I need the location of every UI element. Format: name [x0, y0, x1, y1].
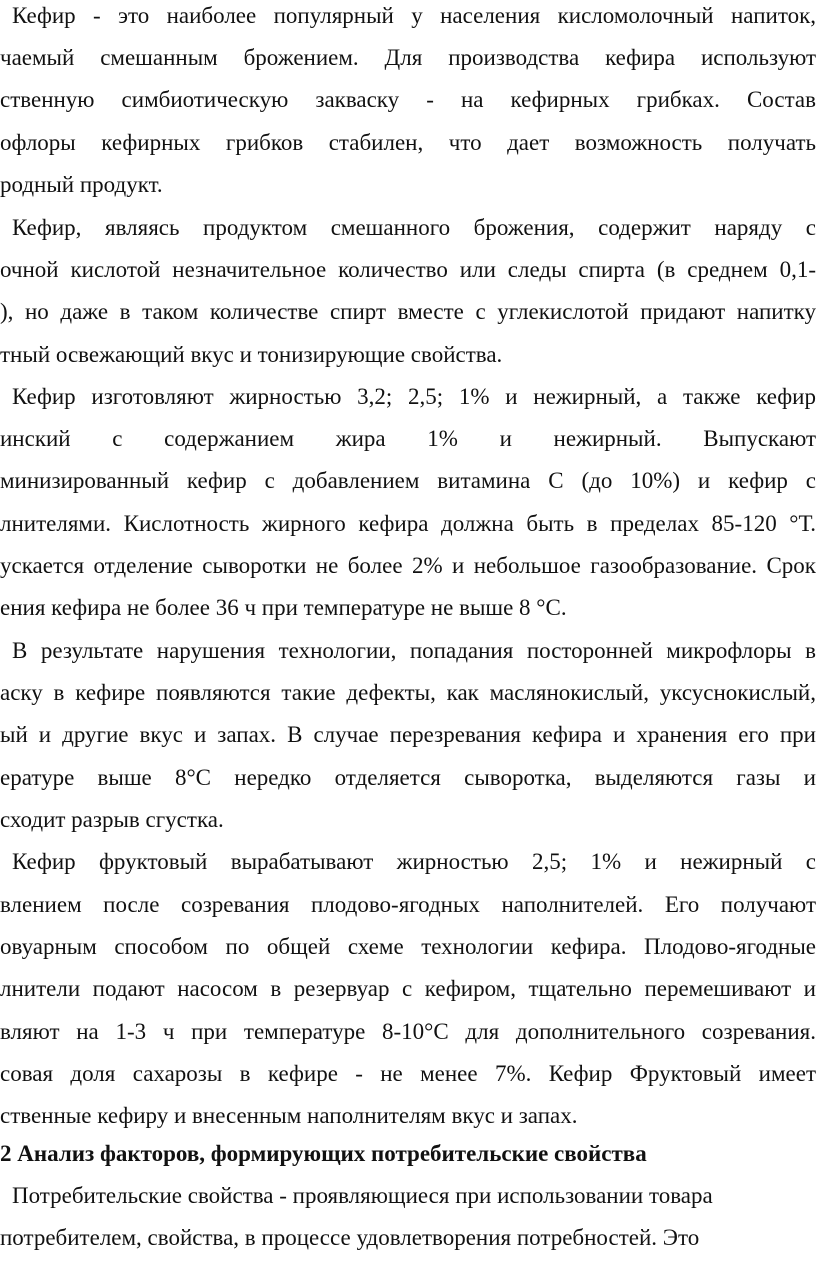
- text-line: минизированный кефир с добавлением витамина С (до 10%) и кефир с: [0, 468, 816, 493]
- text-line: ературе выше 8°С нередко отделяется сыворотка, выделяются газы и: [0, 765, 816, 790]
- text-line: овуарным способом по общей схеме технологии кефира. Плодово-ягодные: [0, 934, 816, 959]
- text-line: ый и другие вкус и запах. В случае перезревания кефира и хранения его при: [0, 722, 816, 747]
- text-line: аску в кефире появляются такие дефекты, как маслянокислый, уксуснокислый,: [0, 680, 816, 705]
- text-line: ственные кефиру и внесенным наполнителям вкус и запах.: [0, 1103, 578, 1128]
- text-line: потребителем, свойства, в процессе удовлетворения потребностей. Это: [0, 1225, 700, 1250]
- text-line: чаемый смешанным брожением. Для производства кефира используют: [0, 45, 816, 70]
- section-heading: 2 Анализ факторов, формирующих потребительские свойства: [0, 1141, 647, 1166]
- text-line: влением после созревания плодово-ягодных наполнителей. Его получают: [0, 892, 816, 917]
- text-line: очной кислотой незначительное количество или следы спирта (в среднем 0,1-: [0, 257, 816, 282]
- text-line: ускается отделение сыворотки не более 2% и небольшое газообразование. Срок: [0, 553, 816, 578]
- text-line: ), но даже в таком количестве спирт вместе с углекислотой придают напитку: [0, 299, 816, 324]
- text-line: Кефир - это наиболее популярный у населения кисломолочный напиток,: [12, 3, 816, 28]
- text-line: офлоры кефирных грибков стабилен, что дает возможность получать: [0, 130, 816, 155]
- text-line: ственную симбиотическую закваску - на кефирных грибках. Состав: [0, 87, 816, 112]
- text-line: ения кефира не более 36 ч при температуре не выше 8 °С.: [0, 595, 567, 620]
- text-line: тный освежающий вкус и тонизирующие свойства.: [0, 342, 503, 367]
- text-line: В результате нарушения технологии, попадания посторонней микрофлоры в: [12, 638, 816, 663]
- text-line: инский с содержанием жира 1% и нежирный. Выпускают: [0, 426, 816, 451]
- text-line: вляют на 1-3 ч при температуре 8-10°С для дополнительного созревания.: [0, 1019, 816, 1044]
- text-line: Кефир фруктовый вырабатывают жирностью 2,5; 1% и нежирный с: [12, 849, 816, 874]
- text-line: совая доля сахарозы в кефире - не менее 7%. Кефир Фруктовый имеет: [0, 1061, 816, 1086]
- text-line: Кефир, являясь продуктом смешанного брожения, содержит наряду с: [12, 215, 816, 240]
- text-line: лнителями. Кислотность жирного кефира должна быть в пределах 85-120 °Т.: [0, 511, 816, 536]
- text-line: родный продукт.: [0, 172, 163, 197]
- text-line: Кефир изготовляют жирностью 3,2; 2,5; 1% и нежирный, а также кефир: [12, 384, 816, 409]
- text-line: лнители подают насосом в резервуар с кефиром, тщательно перемешивают и: [0, 976, 816, 1001]
- text-line: сходит разрыв сгустка.: [0, 807, 224, 832]
- text-line: Потребительские свойства - проявляющиеся при использовании товара: [12, 1183, 713, 1208]
